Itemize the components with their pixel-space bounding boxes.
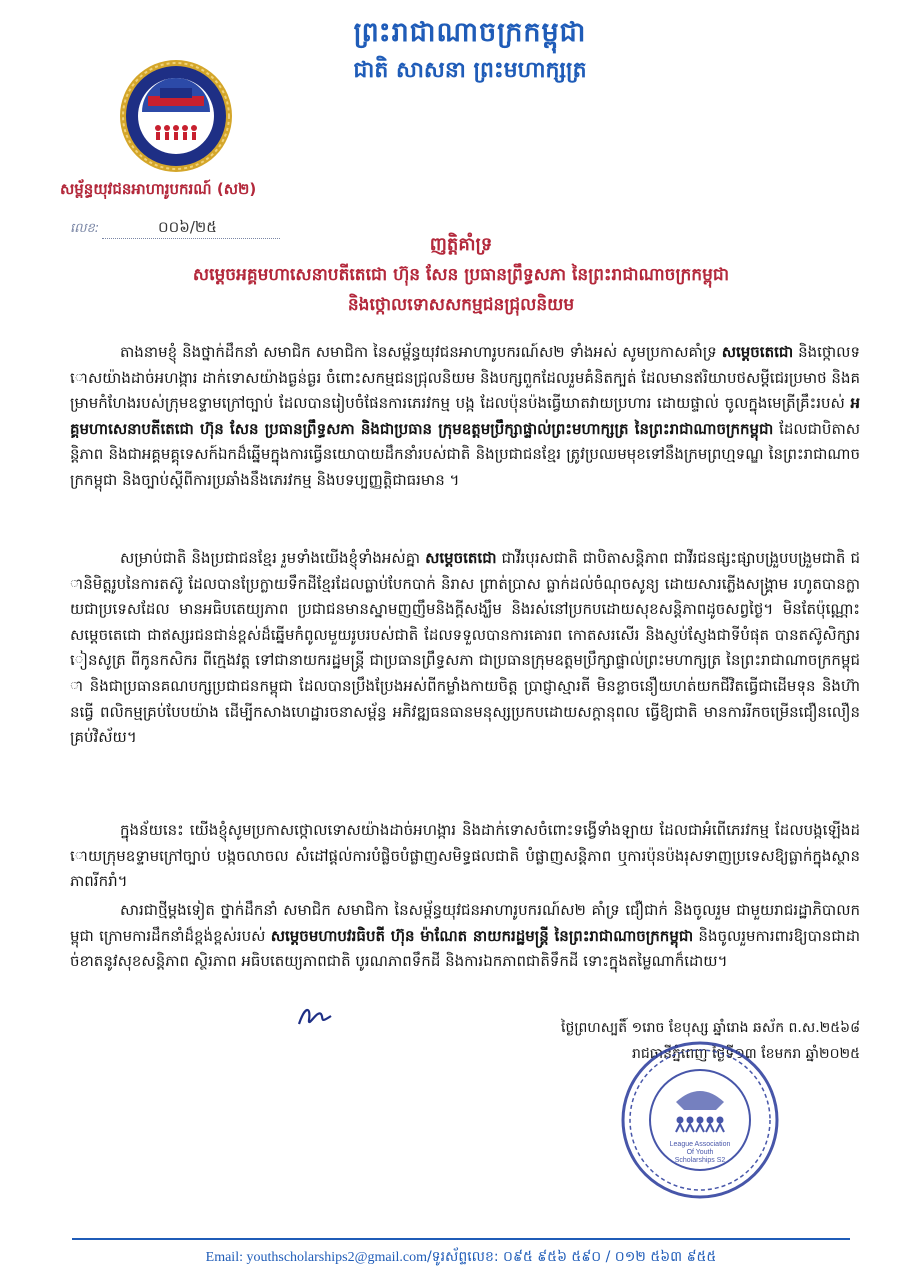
paragraph-4: [70, 898, 860, 975]
document-body: [70, 340, 860, 975]
national-motto: ជាតិ សាសនា ព្រះមហាក្សត្រ: [353, 57, 587, 83]
paragraph-1-text-a: តាងនាមខ្ញុំ និងថ្នាក់ដឹកនាំ សមាជិក សមាជិកា នៃសម្ព័ន្ធយុវជនអាហារូបករណ៍ស២ ទាំងអស់ សូមប្រកាសគាំទ្រ: [120, 343, 722, 361]
organization-name: សម្ព័ន្ធយុវជនអាហារូបករណ៍ (ស២): [60, 180, 257, 198]
paragraph-2-bold: សម្តេចតេជោ: [425, 549, 497, 567]
handwritten-initial-mark: [295, 1000, 335, 1032]
stamp-text-1: League Association: [669, 1141, 731, 1148]
stamp-text-2: Of Youth: [686, 1149, 714, 1156]
paragraph-2-text-b: ជាវីរបុរសជាតិ ជាបិតាសន្តិភាព ជាវីរជនផ្សះផ្សាបង្រួបបង្រួមជាតិ ជានិមិត្តរូបនៃការតស៊ូ ដែលបានប្រែក្លាយទឹកដីខ្មែរដែលធ្លាប់បែកបាក់ និរាស ព្រាត់ប្រាស ធ្លាក់ដល់ចំណុចសូន្យ ដោយសារភ្លើងសង្គ្រាម រហូតបានក្លាយជាប្រទេសដែល មានអធិបតេយ្យភាព ប្រជាជនមានស្នាមញញឹមនិងក្តីសង្ឃឹម និងរស់នៅប្រកបដោយសុខសន្តិភាពដូចសព្វថ្ងៃ។ មិនតែប៉ុណ្ណោះ សម្តេចតេជោ ជាឥស្សរជនជាន់ខ្ពស់ដ៏ឆ្នើមកំពូលមួយរូបរបស់ជាតិ ដែលទទួលបានការគោរព កោតសរសើរ និងស្ញប់ស្ញែងជាទីបំផុត បានតស៊ូសិក្សារៀនសូត្រ ពីកូនកសិករ ពីក្មេងវត្ត ទៅជានាយករដ្ឋមន្ត្រី ជាប្រធានព្រឹទ្ធសភា ជាប្រធានក្រុមឧត្តមប្រឹក្សាផ្ទាល់ព្រះមហាក្សត្រ នៃព្រះរាជាណាចក្រកម្ពុជា និងជាប្រធានគណបក្សប្រជាជនកម្ពុជា ដែលបានប្រឹងប្រែងអស់ពីកម្លាំងកាយចិត្ត ប្រាជ្ញាស្មារតី មិនខ្លាចនឿយហត់យកជីវិតធ្វើជាដើមទុន និងហ៊ានធ្វើ ពលិកម្មគ្រប់បែបយ៉ាង ដើម្បីកសាងហេដ្ឋារចនាសម្ព័ន្ធ អភិវឌ្ឍធនធានមនុស្សប្រកបដោយសក្តានុពល ធ្វើឱ្យជាតិ មានការរីកចម្រើនជឿនលឿនគ្រប់វិស័យ។: [70, 549, 861, 747]
paragraph-1-bold-a: សម្តេចតេជោ: [721, 343, 794, 361]
document-number-label: លេខ:: [70, 221, 100, 236]
lunar-date: ថ្ងៃព្រហស្បតិ៍ ១រោច ខែបុស្ស ឆ្នាំរោង ឆស័ក ព.ស.២៥៦៨: [561, 1020, 860, 1036]
official-seal-stamp: [620, 1040, 780, 1200]
footer-phone: /ទូរស័ព្ទលេខ: ០៩៥ ៩៥៦ ៥៩០ / ០១២ ៥៦៣ ៩៥៥: [426, 1249, 717, 1265]
paragraph-4-text-a: សារជាថ្មីម្តងទៀត ថ្នាក់ដឹកនាំ សមាជិក សមាជិកា នៃសម្ព័ន្ធយុវជនអាហារូបករណ៍ស២ គាំទ្រ ជឿជាក់ និងចូលរួម ជាមួយរាជរដ្ឋាភិបាលកម្ពុជា ក្រោមការដឹកនាំដ៏ខ្ពង់ខ្ពស់របស់: [70, 901, 860, 945]
paragraph-1-text-c: ដែលជាបិតាសន្តិភាព និងជាអគ្គមគ្គុទេសក៍ឯកដ៏ឆ្នើមក្នុងការធ្វើនយោបាយដឹកនាំរបស់ជាតិ និងប្រជាជនខ្មែរ ត្រូវប្រឈមមុខទៅនឹងក្រមព្រហ្មទណ្ឌ នៃព្រះរាជាណាចក្រកម្ពុជា និងច្បាប់ស្តីពីការប្រឆាំងនឹងភេរវកម្ម និងបទប្បញ្ញត្តិជាធរមាន ។: [70, 419, 861, 489]
title-subject: សម្តេចអគ្គមហាសេនាបតីតេជោ ហ៊ុន សែន ប្រធានព្រឹទ្ធសភា នៃព្រះរាជាណាចក្រកម្ពុជា: [192, 265, 730, 285]
paragraph-1-text-b: និងថ្កោលទោសយ៉ាងដាច់អហង្ការ ដាក់ទោសយ៉ាងធ្ងន់ធ្ងរ ចំពោះសកម្មជនជ្រុលនិយម និងបក្សពួកដែលរួមគំនិតក្បត់ ដែលមានឥរិយាបថសម្តីជេរប្រមាថ និងគម្រាមកំហែងរបស់ក្រុមឧទ្ទាមក្រៅច្បាប់ ដែលបានរៀបចំផែនការភេរវកម្ម បង្ក ដែលប៉ុនប៉ងធ្វើឃាតវាយប្រហារ ដោយផ្ទាល់ ចូលក្នុងមេត្រីគ្រឹះរបស់: [70, 343, 860, 413]
paragraph-1: [70, 340, 860, 546]
paragraph-2: [70, 546, 860, 818]
kingdom-heading: ព្រះរាជាណាចក្រកម្ពុជា: [353, 17, 587, 48]
document-number: ០០៦/២៥: [158, 218, 217, 236]
paragraph-2-text-a: សម្រាប់ជាតិ និងប្រជាជនខ្មែរ រួមទាំងយើងខ្ញុំទាំងអស់គ្នា: [120, 549, 426, 567]
paragraph-3: ក្នុងន័យនេះ យើងខ្ញុំសូមប្រកាសថ្កោលទោសយ៉ាងដាច់អហង្ការ និងដាក់ទោសចំពោះទង្វើទាំងឡាយ ដែលជាអំពើភេរវកម្ម ដែលបង្កឡើងដោយក្រុមឧទ្ទាមក្រៅច្បាប់ បង្កចលាចល សំដៅផ្តល់ការបំផ្លិចបំផ្លាញសមិទ្ធផលជាតិ បំផ្លាញសន្តិភាព ឬការប៉ុនប៉ងរុសទាញប្រទេសឱ្យធ្លាក់ក្នុងស្ថានភាពរីករាំ។: [70, 821, 860, 891]
paragraph-4-text-b: និងចូលរួមការពារឱ្យបានជាដាច់ខាតនូវសុខសន្តិភាព ស្ថិរភាព អធិបតេយ្យភាពជាតិ បូរណភាពទឹកដី និងការឯកភាពជាតិទឹកដី ទោះក្នុងតម្លៃណាក៏ដោយ។: [70, 926, 860, 971]
stamp-text-3: Scholarships S2: [674, 1157, 726, 1164]
solar-date: រាជធានីភ្នំពេញ ថ្ងៃទី១៣ ខែមករា ឆ្នាំ២០២៥: [632, 1046, 860, 1062]
footer-email: Email: youthscholarships2@gmail.com: [205, 1250, 427, 1265]
title-condemnation: និងថ្កោលទោសសកម្មជនជ្រុលនិយម: [347, 295, 575, 315]
document-title: [60, 230, 862, 320]
paragraph-4-bold: សម្តេចមហាបវរធិបតី ហ៊ុន ម៉ាណែត នាយករដ្ឋមន្ត្រី នៃព្រះរាជាណាចក្រកម្ពុជា: [270, 926, 694, 945]
footer-contact: [72, 1247, 850, 1268]
footer-divider: [72, 1238, 850, 1240]
paragraph-1-bold-b: អគ្គមហាសេនាបតីតេជោ ហ៊ុន សែន ប្រធានព្រឹទ្ធសភា និងជាប្រធាន ក្រុមឧត្តមប្រឹក្សាផ្ទាល់ព្រះមហាក្សត្រ នៃព្រះរាជាណាចក្រកម្ពុជា: [70, 394, 860, 438]
title-petition: ញត្តិគាំទ្រ: [429, 234, 493, 255]
organization-logo-emblem: [118, 58, 234, 174]
